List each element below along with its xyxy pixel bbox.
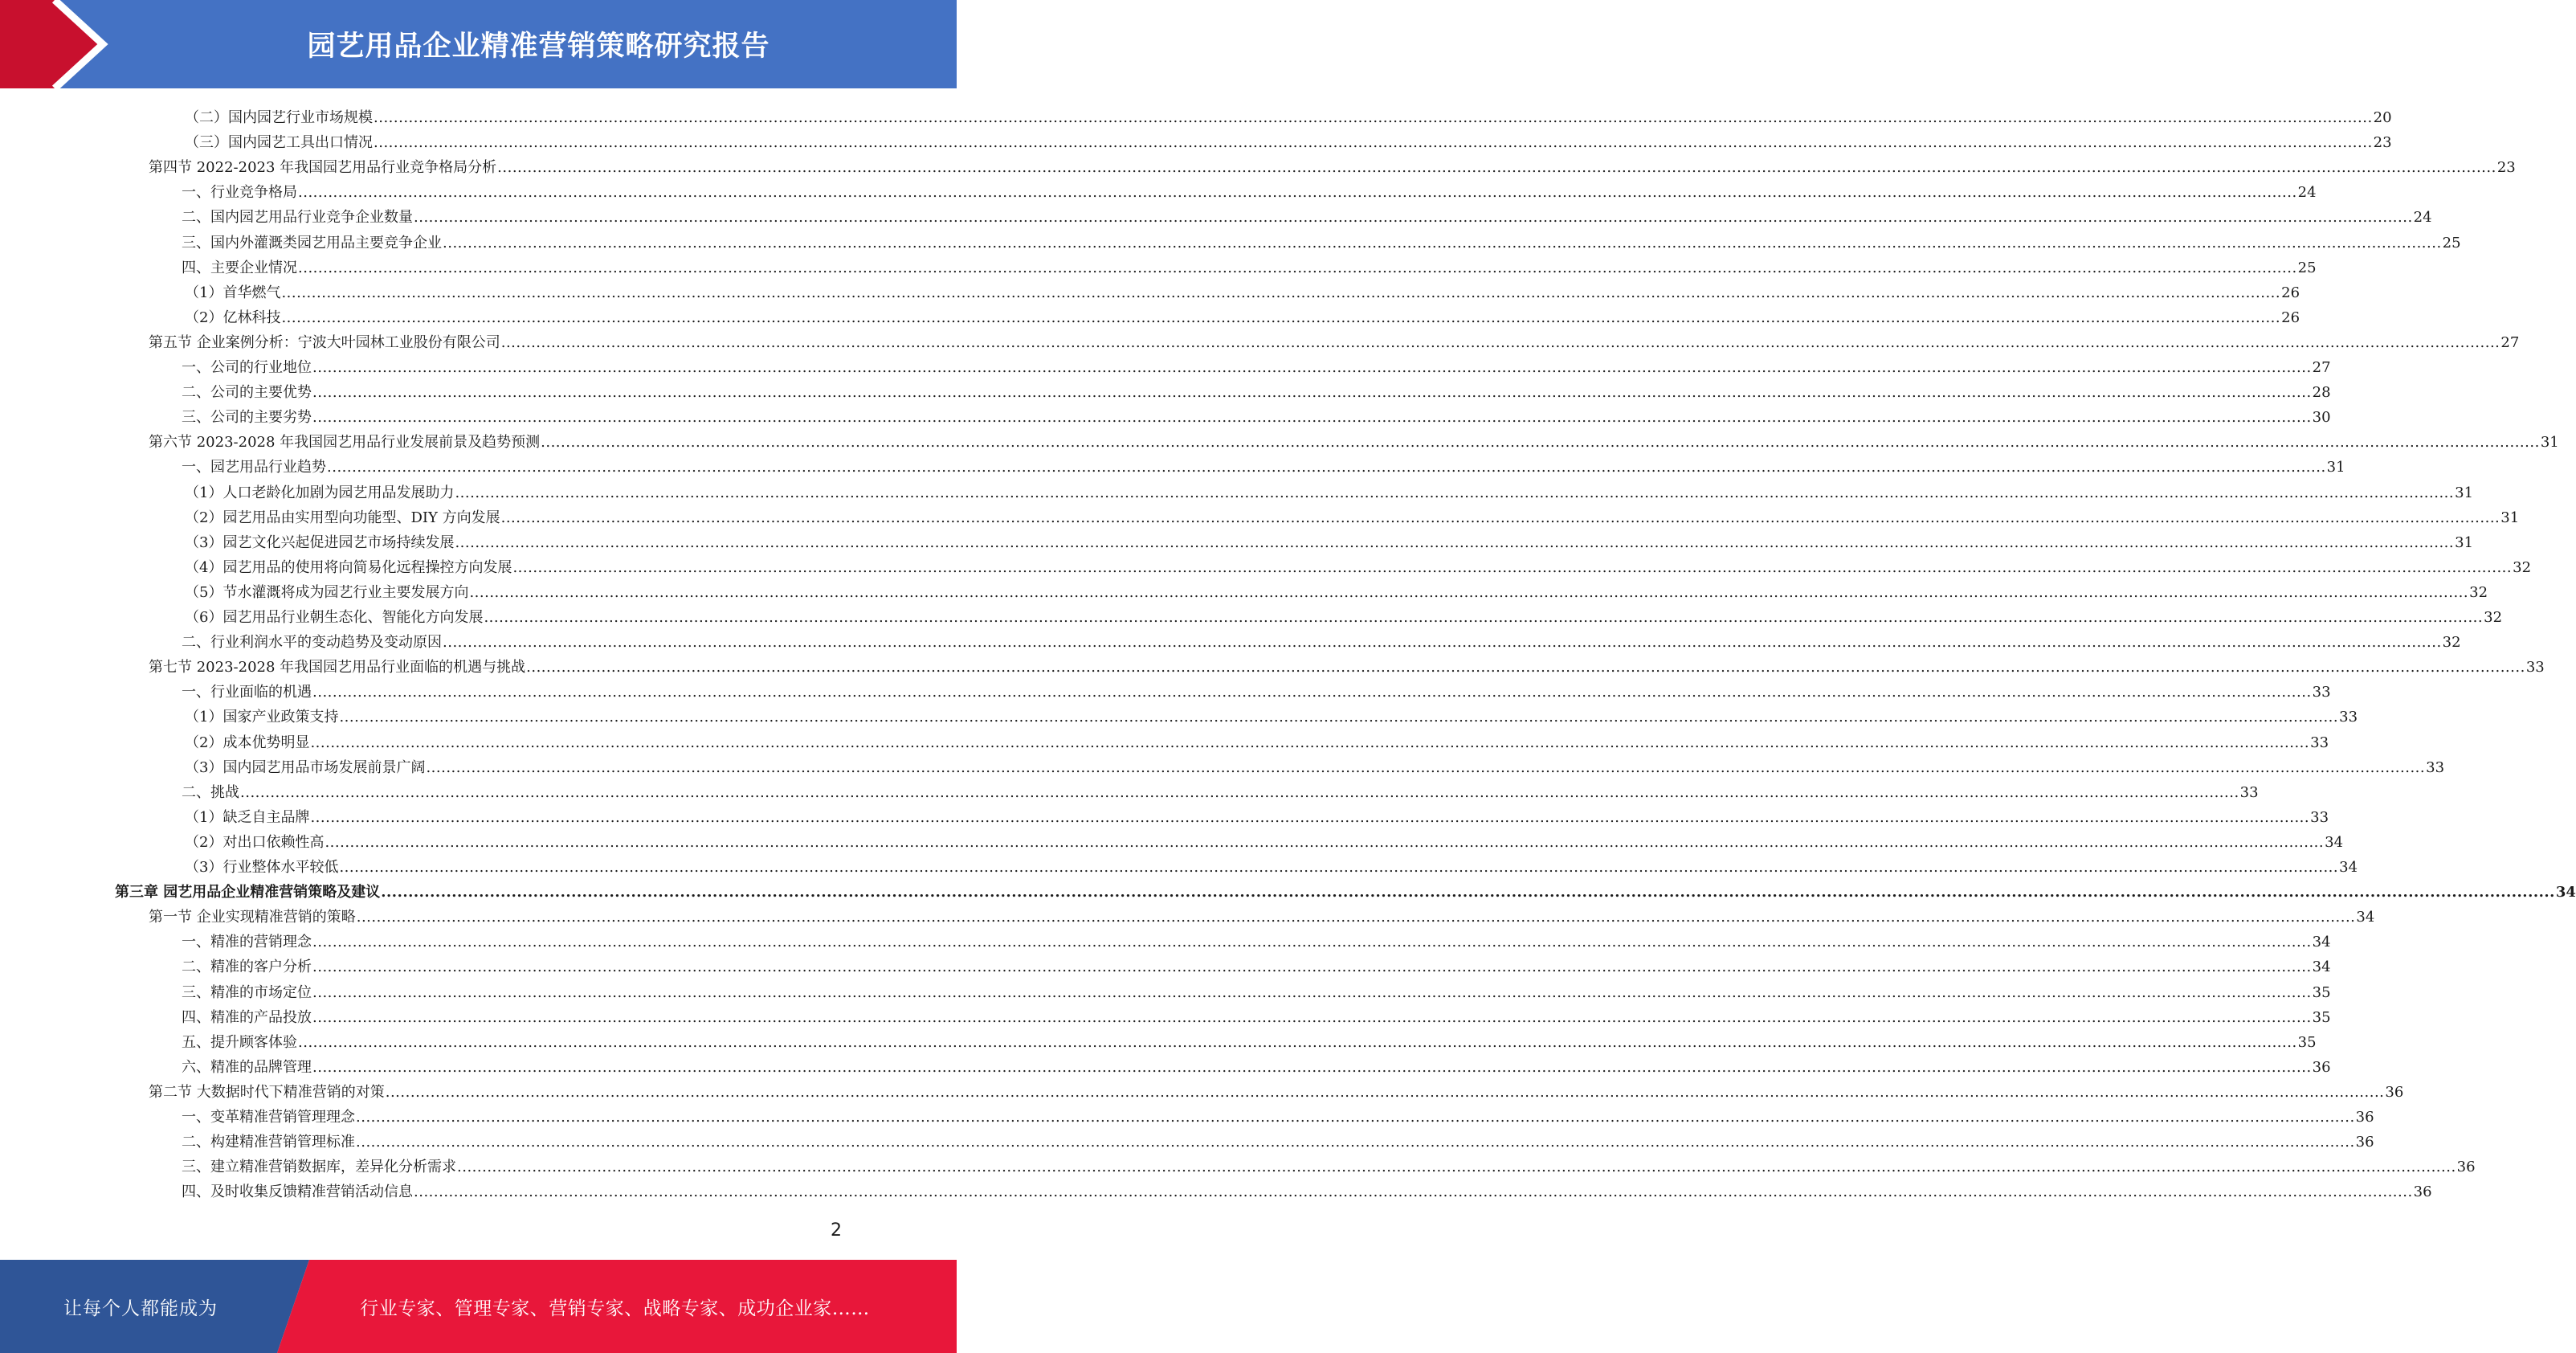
toc-entry-label: （2）亿林科技 bbox=[185, 309, 281, 326]
toc-entry-label: 三、建立精准营销数据库，差异化分析需求 bbox=[182, 1159, 456, 1176]
toc-dot-leader: ................................................................................................................................................................................................................................................................................................................................................................................................................ bbox=[541, 434, 2540, 452]
toc-dot-leader: ................................................................................................................................................................................................................................................................................................................................................................................................................ bbox=[312, 1008, 2312, 1026]
toc-entry-label: （2）园艺用品由实用型向功能型、DIY 方向发展 bbox=[185, 509, 500, 526]
toc-entry-label: 二、构建精准营销管理标准 bbox=[182, 1134, 355, 1151]
toc-entry[interactable] bbox=[185, 602, 2503, 627]
toc-entry-page: 33 bbox=[2310, 734, 2329, 751]
toc-entry-page: 31 bbox=[2326, 459, 2345, 476]
toc-dot-leader: ................................................................................................................................................................................................................................................................................................................................................................................................................ bbox=[298, 184, 2297, 202]
toc-dot-leader: ................................................................................................................................................................................................................................................................................................................................................................................................................ bbox=[339, 859, 2339, 876]
toc-entry-label: （1）人口老龄化加剧为园艺用品发展助力 bbox=[185, 484, 455, 501]
toc-entry-page: 23 bbox=[2496, 159, 2516, 177]
toc-dot-leader: ................................................................................................................................................................................................................................................................................................................................................................................................................ bbox=[327, 459, 2326, 476]
toc-entry[interactable] bbox=[182, 1052, 2331, 1077]
toc-entry[interactable] bbox=[185, 302, 2300, 327]
toc-entry[interactable] bbox=[185, 277, 2300, 302]
toc-entry-page: 33 bbox=[2310, 808, 2329, 826]
toc-entry[interactable] bbox=[185, 752, 2445, 777]
toc-dot-leader: ................................................................................................................................................................................................................................................................................................................................................................................................................ bbox=[356, 1109, 2355, 1126]
toc-dot-leader: ................................................................................................................................................................................................................................................................................................................................................................................................................ bbox=[240, 783, 2239, 801]
toc-entry-page: 32 bbox=[2442, 634, 2461, 652]
toc-dot-leader: ................................................................................................................................................................................................................................................................................................................................................................................................................ bbox=[281, 309, 2281, 326]
toc-entry-label: 二、公司的主要优势 bbox=[182, 384, 312, 402]
toc-dot-leader: ................................................................................................................................................................................................................................................................................................................................................................................................................ bbox=[443, 634, 2442, 652]
toc-entry[interactable] bbox=[182, 377, 2331, 402]
toc-dot-leader: ................................................................................................................................................................................................................................................................................................................................................................................................................ bbox=[281, 284, 2281, 301]
toc-entry-page: 36 bbox=[2385, 1083, 2404, 1101]
toc-entry-label: （5）节水灌溉将成为园艺行业主要发展方向 bbox=[185, 583, 469, 601]
toc-dot-leader: ................................................................................................................................................................................................................................................................................................................................................................................................................ bbox=[457, 1159, 2456, 1176]
toc-entry-page: 33 bbox=[2525, 659, 2545, 676]
toc-entry-page: 36 bbox=[2456, 1159, 2476, 1176]
footer-slogan-left: 让每个人都能成为 bbox=[63, 1298, 218, 1319]
toc-entry-page: 33 bbox=[2339, 709, 2358, 726]
toc-dot-leader: ................................................................................................................................................................................................................................................................................................................................................................................................................ bbox=[310, 734, 2310, 751]
toc-entry-page: 34 bbox=[2312, 934, 2331, 951]
toc-entry[interactable] bbox=[182, 252, 2317, 277]
toc-dot-leader: ................................................................................................................................................................................................................................................................................................................................................................................................................ bbox=[414, 1183, 2413, 1201]
toc-entry-page: 34 bbox=[2312, 959, 2331, 976]
toc-entry-page: 24 bbox=[2297, 184, 2317, 202]
toc-entry[interactable] bbox=[182, 1126, 2374, 1151]
toc-entry[interactable] bbox=[185, 827, 2344, 852]
toc-dot-leader: ................................................................................................................................................................................................................................................................................................................................................................................................................ bbox=[512, 558, 2513, 576]
toc-entry-page: 26 bbox=[2281, 309, 2300, 326]
toc-dot-leader: ................................................................................................................................................................................................................................................................................................................................................................................................................ bbox=[312, 409, 2312, 427]
toc-entry-label: 五、提升顾客体验 bbox=[182, 1033, 297, 1051]
toc-dot-leader: ................................................................................................................................................................................................................................................................................................................................................................................................................ bbox=[356, 1134, 2355, 1151]
toc-entry[interactable] bbox=[149, 152, 2516, 177]
toc-entry[interactable] bbox=[185, 727, 2329, 752]
toc-entry-label: 一、变革精准营销管理理念 bbox=[182, 1109, 355, 1126]
toc-dot-leader: ................................................................................................................................................................................................................................................................................................................................................................................................................ bbox=[312, 959, 2312, 976]
report-title: 园艺用品企业精准营销策略研究报告 bbox=[307, 31, 770, 63]
toc-dot-leader: ................................................................................................................................................................................................................................................................................................................................................................................................................ bbox=[325, 833, 2325, 851]
toc-entry-page: 32 bbox=[2469, 583, 2488, 601]
toc-dot-leader: ................................................................................................................................................................................................................................................................................................................................................................................................................ bbox=[455, 533, 2455, 551]
toc-entry-page: 24 bbox=[2413, 209, 2432, 227]
toc-entry-label: 第四节 2022-2023 年我国园艺用品行业竞争格局分析 bbox=[149, 159, 497, 177]
toc-entry-label: 三、国内外灌溉类园艺用品主要竞争企业 bbox=[182, 234, 442, 251]
toc-entry-label: （3）园艺文化兴起促进园艺市场持续发展 bbox=[185, 533, 455, 551]
toc-entry-label: （2）成本优势明显 bbox=[185, 734, 310, 751]
toc-entry[interactable] bbox=[149, 901, 2375, 926]
toc-entry[interactable] bbox=[185, 577, 2488, 602]
toc-entry[interactable] bbox=[182, 1176, 2432, 1201]
toc-entry-page: 36 bbox=[2413, 1183, 2432, 1201]
toc-entry-page: 30 bbox=[2312, 409, 2331, 427]
toc-entry[interactable] bbox=[182, 402, 2331, 427]
toc-entry[interactable] bbox=[149, 327, 2520, 352]
toc-entry-label: 第三章 园艺用品企业精准营销策略及建议 bbox=[115, 884, 381, 901]
toc-dot-leader: ................................................................................................................................................................................................................................................................................................................................................................................................................ bbox=[312, 1058, 2312, 1076]
toc-entry-label: （6）园艺用品行业朝生态化、智能化方向发展 bbox=[185, 609, 484, 626]
toc-entry-label: 二、挑战 bbox=[182, 783, 239, 801]
toc-entry[interactable] bbox=[182, 926, 2331, 951]
toc-entry-page: 35 bbox=[2312, 983, 2331, 1001]
toc-dot-leader: ................................................................................................................................................................................................................................................................................................................................................................................................................ bbox=[312, 359, 2312, 376]
toc-entry-page: 36 bbox=[2355, 1134, 2374, 1151]
toc-entry-page: 36 bbox=[2355, 1109, 2374, 1126]
toc-dot-leader: ................................................................................................................................................................................................................................................................................................................................................................................................................ bbox=[469, 583, 2469, 601]
report-header bbox=[0, 0, 957, 88]
toc-entry-label: 四、主要企业情况 bbox=[182, 259, 297, 276]
toc-entry-label: 第一节 企业实现精准营销的策略 bbox=[149, 909, 356, 926]
toc-entry[interactable] bbox=[149, 652, 2545, 676]
toc-entry-label: （1）缺乏自主品牌 bbox=[185, 808, 310, 826]
toc-entry[interactable] bbox=[182, 1102, 2374, 1126]
toc-dot-leader: ................................................................................................................................................................................................................................................................................................................................................................................................................ bbox=[312, 934, 2312, 951]
arrow-logo-icon bbox=[0, 0, 120, 88]
toc-dot-leader: ................................................................................................................................................................................................................................................................................................................................................................................................................ bbox=[312, 684, 2312, 701]
toc-dot-leader: ................................................................................................................................................................................................................................................................................................................................................................................................................ bbox=[414, 209, 2413, 227]
toc-entry[interactable] bbox=[182, 177, 2317, 202]
toc-entry-label: 六、精准的品牌管理 bbox=[182, 1058, 312, 1076]
toc-entry[interactable] bbox=[182, 951, 2331, 976]
toc-entry-page: 35 bbox=[2297, 1033, 2317, 1051]
toc-entry-page: 31 bbox=[2455, 484, 2474, 501]
toc-dot-leader: ................................................................................................................................................................................................................................................................................................................................................................................................................ bbox=[443, 234, 2442, 251]
toc-dot-leader: ................................................................................................................................................................................................................................................................................................................................................................................................................ bbox=[312, 384, 2312, 402]
toc-entry-page: 26 bbox=[2281, 284, 2300, 301]
toc-entry-page: 33 bbox=[2239, 783, 2259, 801]
toc-dot-leader: ................................................................................................................................................................................................................................................................................................................................................................................................................ bbox=[298, 259, 2297, 276]
toc-entry-page: 36 bbox=[2312, 1058, 2331, 1076]
toc-dot-leader: ................................................................................................................................................................................................................................................................................................................................................................................................................ bbox=[356, 909, 2356, 926]
toc-entry-page: 34 bbox=[2555, 884, 2576, 901]
toc-entry-page: 34 bbox=[2356, 909, 2375, 926]
toc-dot-leader: ................................................................................................................................................................................................................................................................................................................................................................................................................ bbox=[484, 609, 2484, 626]
toc-entry-label: 二、行业利润水平的变动趋势及变动原因 bbox=[182, 634, 442, 652]
toc-entry[interactable] bbox=[149, 427, 2559, 452]
toc-entry-page: 35 bbox=[2312, 1008, 2331, 1026]
toc-entry-page: 25 bbox=[2442, 234, 2461, 251]
toc-dot-leader: ................................................................................................................................................................................................................................................................................................................................................................................................................ bbox=[381, 884, 2555, 901]
toc-dot-leader: ................................................................................................................................................................................................................................................................................................................................................................................................................ bbox=[500, 333, 2500, 351]
toc-entry-page: 33 bbox=[2312, 684, 2331, 701]
toc-entry[interactable] bbox=[182, 1027, 2317, 1052]
toc-entry[interactable] bbox=[185, 127, 2392, 152]
toc-entry-label: （3）行业整体水平较低 bbox=[185, 859, 339, 876]
toc-entry[interactable] bbox=[185, 102, 2392, 127]
toc-entry-page: 31 bbox=[2540, 434, 2559, 452]
toc-entry-label: 一、精准的营销理念 bbox=[182, 934, 312, 951]
toc-entry-label: （二）国内园艺行业市场规模 bbox=[185, 109, 373, 126]
toc-entry-label: 第七节 2023-2028 年我国园艺用品行业面临的机遇与挑战 bbox=[149, 659, 526, 676]
toc-entry-page: 32 bbox=[2513, 558, 2532, 576]
toc-entry[interactable] bbox=[115, 877, 2576, 901]
toc-dot-leader: ................................................................................................................................................................................................................................................................................................................................................................................................................ bbox=[455, 484, 2455, 501]
toc-entry[interactable] bbox=[149, 1077, 2404, 1102]
toc-dot-leader: ................................................................................................................................................................................................................................................................................................................................................................................................................ bbox=[374, 109, 2373, 126]
toc-entry-page: 34 bbox=[2325, 833, 2344, 851]
toc-entry-label: 四、精准的产品投放 bbox=[182, 1008, 312, 1026]
toc-entry[interactable] bbox=[185, 477, 2474, 502]
toc-entry-page: 23 bbox=[2373, 134, 2392, 152]
toc-entry-label: （2）对出口依赖性高 bbox=[185, 833, 325, 851]
toc-entry-label: （1）首华燃气 bbox=[185, 284, 281, 301]
toc-entry-page: 34 bbox=[2339, 859, 2358, 876]
toc-entry[interactable] bbox=[182, 202, 2432, 227]
toc-entry[interactable] bbox=[185, 527, 2474, 552]
toc-dot-leader: ................................................................................................................................................................................................................................................................................................................................................................................................................ bbox=[526, 659, 2525, 676]
toc-entry-label: 二、国内园艺用品行业竞争企业数量 bbox=[182, 209, 413, 227]
toc-entry-page: 27 bbox=[2500, 333, 2520, 351]
toc-dot-leader: ................................................................................................................................................................................................................................................................................................................................................................................................................ bbox=[426, 758, 2426, 776]
footer-slogan-right: 行业专家、管理专家、营销专家、战略专家、成功企业家…… bbox=[360, 1298, 870, 1319]
toc-entry-label: 一、行业竞争格局 bbox=[182, 184, 297, 202]
toc-dot-leader: ................................................................................................................................................................................................................................................................................................................................................................................................................ bbox=[312, 983, 2312, 1001]
toc-entry-label: （3）国内园艺用品市场发展前景广阔 bbox=[185, 758, 426, 776]
toc-entry-label: （1）国家产业政策支持 bbox=[185, 709, 339, 726]
toc-entry[interactable] bbox=[182, 977, 2331, 1002]
toc-entry-label: 一、公司的行业地位 bbox=[182, 359, 312, 376]
toc-entry-label: 第五节 企业案例分析：宁波大叶园林工业股份有限公司 bbox=[149, 333, 500, 351]
toc-entry-label: 一、园艺用品行业趋势 bbox=[182, 459, 326, 476]
toc-entry-label: 四、及时收集反馈精准营销活动信息 bbox=[182, 1183, 413, 1201]
toc-entry-label: 二、精准的客户分析 bbox=[182, 959, 312, 976]
toc-entry-page: 31 bbox=[2500, 509, 2520, 526]
toc-dot-leader: ................................................................................................................................................................................................................................................................................................................................................................................................................ bbox=[374, 134, 2373, 152]
toc-dot-leader: ................................................................................................................................................................................................................................................................................................................................................................................................................ bbox=[385, 1083, 2385, 1101]
footer-banner bbox=[0, 1260, 957, 1353]
toc-entry-page: 27 bbox=[2312, 359, 2331, 376]
toc-entry[interactable] bbox=[185, 701, 2358, 726]
toc-entry[interactable] bbox=[185, 552, 2532, 577]
toc-dot-leader: ................................................................................................................................................................................................................................................................................................................................................................................................................ bbox=[497, 159, 2496, 177]
toc-entry[interactable] bbox=[182, 452, 2345, 476]
toc-entry-page: 20 bbox=[2373, 109, 2392, 126]
toc-entry[interactable] bbox=[182, 777, 2259, 802]
toc-entry-label: 三、精准的市场定位 bbox=[182, 983, 312, 1001]
toc-entry-page: 28 bbox=[2312, 384, 2331, 402]
toc-entry[interactable] bbox=[182, 1151, 2476, 1176]
toc-entry-label: （三）国内园艺工具出口情况 bbox=[185, 134, 373, 152]
toc-entry[interactable] bbox=[185, 802, 2329, 827]
toc-dot-leader: ................................................................................................................................................................................................................................................................................................................................................................................................................ bbox=[298, 1033, 2297, 1051]
page-number: 2 bbox=[831, 1220, 842, 1241]
toc-entry-page: 25 bbox=[2297, 259, 2317, 276]
toc-entry-page: 31 bbox=[2455, 533, 2474, 551]
toc-entry[interactable] bbox=[182, 627, 2461, 652]
toc-entry[interactable] bbox=[182, 352, 2331, 377]
toc-entry[interactable] bbox=[185, 502, 2520, 527]
toc-entry-label: （4）园艺用品的使用将向简易化远程操控方向发展 bbox=[185, 558, 512, 576]
toc-entry-label: 第六节 2023-2028 年我国园艺用品行业发展前景及趋势预测 bbox=[149, 434, 541, 452]
toc-entry-page: 33 bbox=[2426, 758, 2445, 776]
toc-entry[interactable] bbox=[185, 852, 2358, 877]
toc-dot-leader: ................................................................................................................................................................................................................................................................................................................................................................................................................ bbox=[500, 509, 2500, 526]
toc-entry-label: 三、公司的主要劣势 bbox=[182, 409, 312, 427]
toc-entry[interactable] bbox=[182, 227, 2461, 252]
toc-entry-label: 第二节 大数据时代下精准营销的对策 bbox=[149, 1083, 385, 1101]
toc-entry-label: 一、行业面临的机遇 bbox=[182, 684, 312, 701]
toc-entry[interactable] bbox=[182, 1002, 2331, 1027]
toc-dot-leader: ................................................................................................................................................................................................................................................................................................................................................................................................................ bbox=[339, 709, 2339, 726]
toc-entry-page: 32 bbox=[2484, 609, 2503, 626]
toc-dot-leader: ................................................................................................................................................................................................................................................................................................................................................................................................................ bbox=[310, 808, 2310, 826]
toc-entry[interactable] bbox=[182, 676, 2331, 701]
